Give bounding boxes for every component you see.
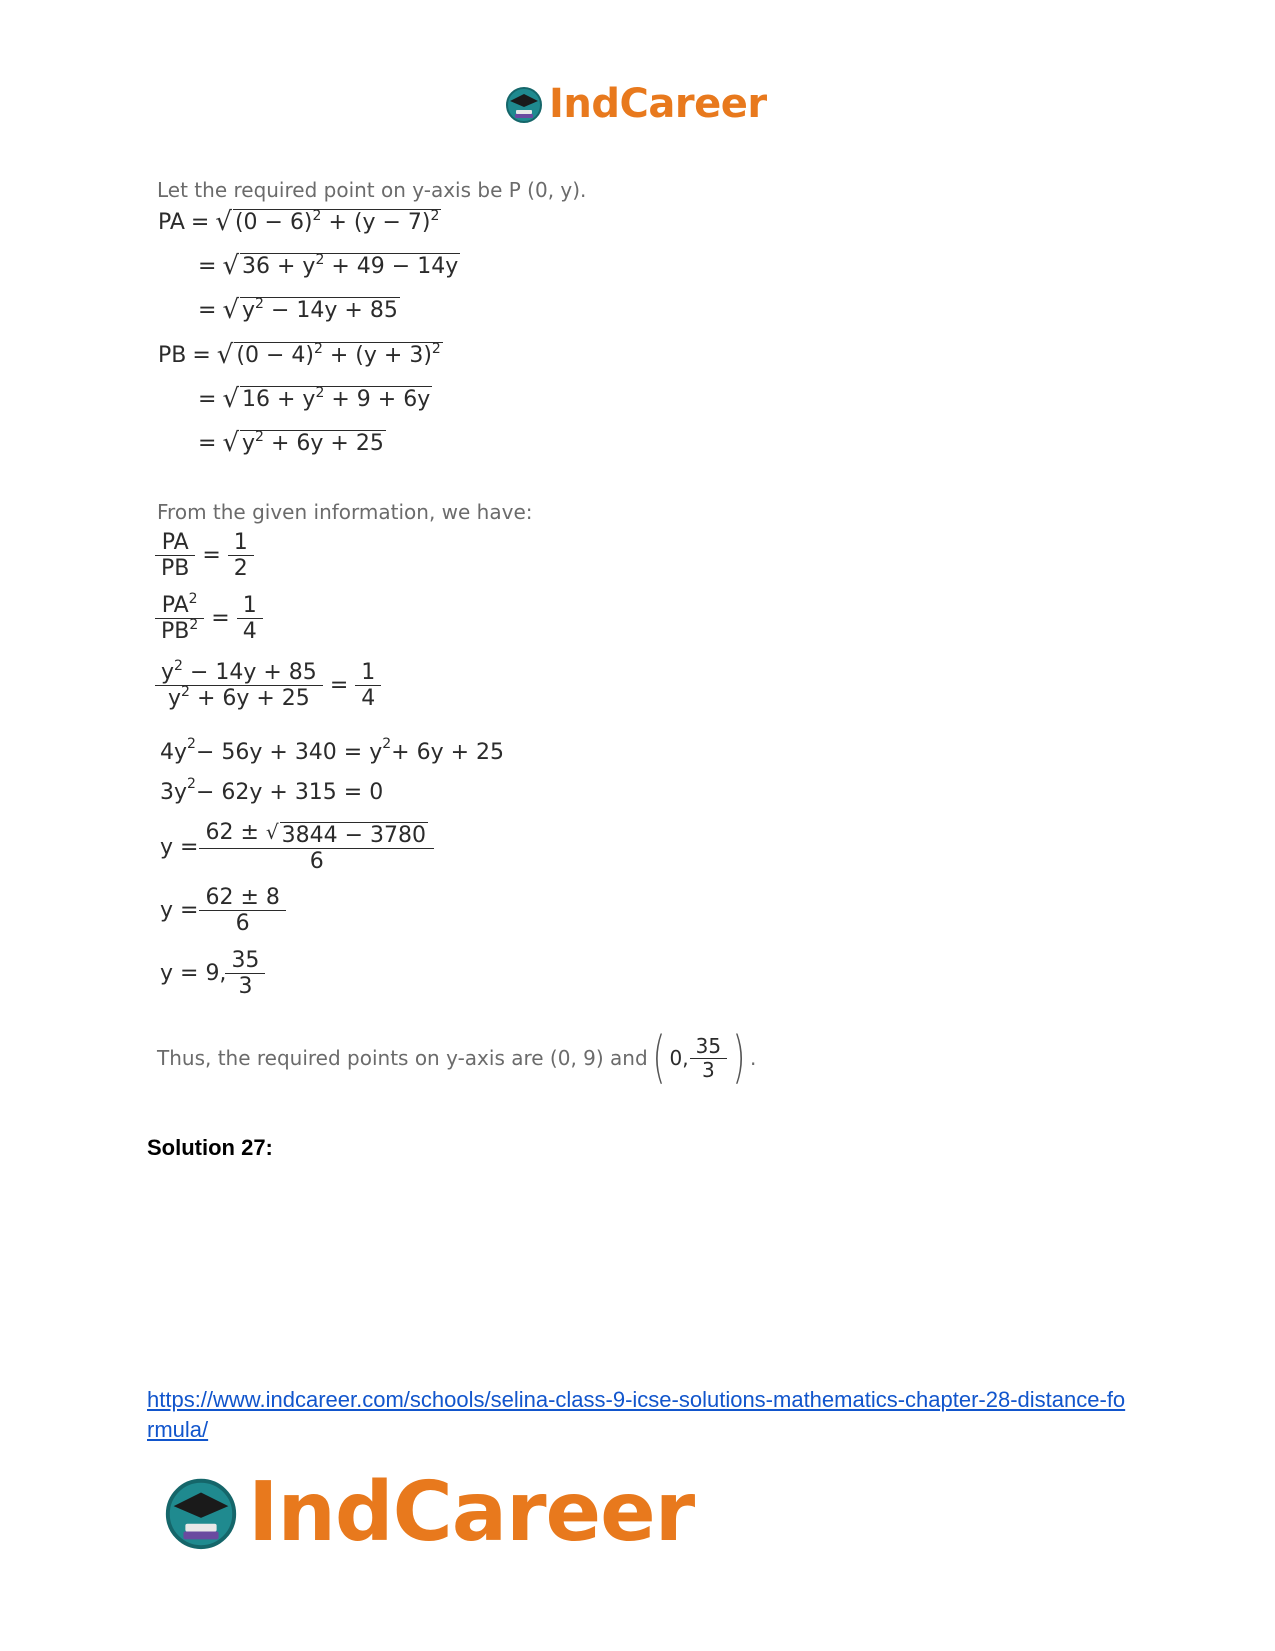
step-6: y = 62 ± √ 3844 − 3780 6 [160, 820, 435, 875]
globe-graduation-cap-icon [160, 1471, 242, 1553]
conclusion: Thus, the required points on y-axis are (0, 9) and ( 0, $\frac{35}{3}$ ) . [157, 1025, 757, 1090]
given-text: From the given information, we have: [157, 500, 533, 524]
step-1: $\frac{PA}{PB}$ = $\frac{1}{2}$ [158, 530, 255, 582]
globe-graduation-cap-icon [503, 83, 545, 125]
brand-wordmark: IndCareer [549, 81, 767, 127]
pb-line-1: PB = √ $(0 - 4)^2 + (y + 3)^2$ [158, 340, 441, 370]
step-4: 4y 2 − 56y + 340 = y 2 + 6y + 25 [160, 735, 505, 765]
radical: √ $(0 - 6)^2 + (y - 7)^2$ [215, 207, 440, 237]
solution-heading: Solution 27: [147, 1135, 273, 1160]
intro-text: Let the required point on y-axis be P (0, y). [157, 178, 587, 202]
pb-line-3: = √ $y^2 + 6y + 25$ [198, 428, 384, 458]
step-5: 3y 2 − 62y + 315 = 0 [160, 775, 384, 805]
pa-line-3: = √ $y^2 - 14y + 85$ [198, 295, 398, 325]
pa-line-1: PA = √ $(0 - 6)^2 + (y - 7)^2$ [158, 207, 440, 237]
step-8: y = 9, $\frac{35}{3}$ [160, 948, 266, 1000]
indcareer-logo-top [503, 80, 767, 128]
step-2: $\frac{PA^2}{PB^2}$ = $\frac{1}{4}$ [158, 593, 264, 645]
brand-wordmark: IndCareer [248, 1464, 695, 1560]
step-3: $\frac{y^2 - 14y + 85}{y^2 + 6y + 25}$ = $\frac{1}{4}$ [158, 660, 382, 712]
pa-line-2: = √ $36 + y^2 + 49 - 14y$ [198, 251, 459, 281]
indcareer-logo-bottom [160, 1464, 695, 1560]
pb-line-2: = √ $16 + y^2 + 9 + 6y$ [198, 384, 431, 414]
source-link[interactable]: https://www.indcareer.com/schools/selina-class-9-icse-solutions-mathematics-chapter-28-distance-formula/ [147, 1387, 1126, 1442]
step-7: y = $\frac{62 \pm 8}{6}$ [160, 885, 287, 937]
